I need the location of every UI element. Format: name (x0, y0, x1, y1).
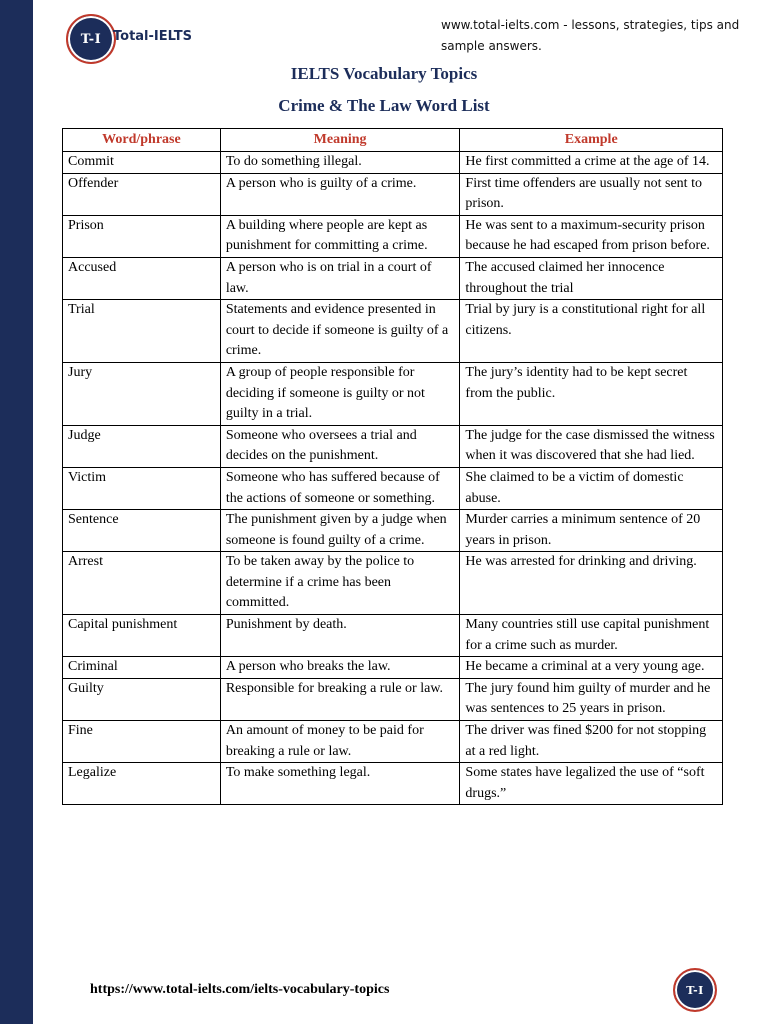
cell-example: He became a criminal at a very young age. (460, 657, 723, 679)
cell-meaning: A person who is on trial in a court of law. (220, 257, 460, 299)
cell-word: Trial (63, 300, 221, 363)
cell-word: Jury (63, 362, 221, 425)
cell-example: The judge for the case dismissed the witness when it was discovered that she had lied. (460, 425, 723, 467)
table-row (63, 425, 723, 467)
cell-meaning: To make something legal. (220, 763, 460, 805)
table-row (63, 657, 723, 679)
cell-example: Some states have legalized the use of “soft drugs.” (460, 763, 723, 805)
cell-meaning: The punishment given by a judge when someone is found guilty of a crime. (220, 510, 460, 552)
cell-example: Murder carries a minimum sentence of 20 years in prison. (460, 510, 723, 552)
table-row (63, 615, 723, 657)
cell-example: The driver was fined $200 for not stopping at a red light. (460, 721, 723, 763)
footer-logo-mark: T-I (686, 983, 704, 997)
cell-word: Accused (63, 257, 221, 299)
cell-example: The accused claimed her innocence throughout the trial (460, 257, 723, 299)
cell-word: Offender (63, 173, 221, 215)
cell-word: Arrest (63, 552, 221, 615)
table-row (63, 552, 723, 615)
table-row (63, 467, 723, 509)
cell-example: He was sent to a maximum-security prison because he had escaped from prison before. (460, 215, 723, 257)
cell-word: Guilty (63, 678, 221, 720)
cell-example: Trial by jury is a constitutional right for all citizens. (460, 300, 723, 363)
footer-link[interactable]: https://www.total-ielts.com/ielts-vocabulary-topics (90, 982, 390, 997)
cell-meaning: Punishment by death. (220, 615, 460, 657)
page-title: IELTS Vocabulary Topics (290, 64, 478, 83)
cell-meaning: Someone who has suffered because of the actions of someone or something. (220, 467, 460, 509)
table-row (63, 721, 723, 763)
brand-name: Total-IELTS (113, 29, 192, 44)
cell-example: The jury found him guilty of murder and he was sentences to 25 years in prison. (460, 678, 723, 720)
header-meaning: Meaning (220, 129, 460, 152)
left-sidebar-bar (0, 0, 33, 1024)
header-example: Example (460, 129, 723, 152)
table-row (63, 257, 723, 299)
cell-meaning: A group of people responsible for deciding if someone is guilty or not guilty in a trial. (220, 362, 460, 425)
cell-example: The jury’s identity had to be kept secret from the public. (460, 362, 723, 425)
word-list-table (62, 128, 723, 805)
cell-meaning: To be taken away by the police to determine if a crime has been committed. (220, 552, 460, 615)
header-word-phrase: Word/phrase (63, 129, 221, 152)
table-row (63, 152, 723, 174)
cell-meaning: To do something illegal. (220, 152, 460, 174)
cell-meaning: A person who breaks the law. (220, 657, 460, 679)
cell-example: He first committed a crime at the age of 14. (460, 152, 723, 174)
cell-word: Fine (63, 721, 221, 763)
cell-meaning: Statements and evidence presented in court to decide if someone is guilty of a crime. (220, 300, 460, 363)
logo-mark: T-I (80, 31, 102, 47)
table-row (63, 678, 723, 720)
cell-meaning: Someone who oversees a trial and decides on the punishment. (220, 425, 460, 467)
cell-word: Prison (63, 215, 221, 257)
cell-example: Many countries still use capital punishment for a crime such as murder. (460, 615, 723, 657)
cell-word: Victim (63, 467, 221, 509)
table-row (63, 173, 723, 215)
table-row (63, 215, 723, 257)
table-row (63, 362, 723, 425)
cell-example: She claimed to be a victim of domestic abuse. (460, 467, 723, 509)
cell-meaning: Responsible for breaking a rule or law. (220, 678, 460, 720)
table-row (63, 763, 723, 805)
cell-word: Sentence (63, 510, 221, 552)
cell-meaning: A person who is guilty of a crime. (220, 173, 460, 215)
cell-word: Judge (63, 425, 221, 467)
table-row (63, 510, 723, 552)
table-header-row (63, 129, 723, 152)
header-tagline: www.total-ielts.com - lessons, strategies, tips and sample answers. (441, 18, 740, 53)
page-subtitle: Crime & The Law Word List (278, 96, 490, 115)
cell-word: Capital punishment (63, 615, 221, 657)
cell-meaning: A building where people are kept as punishment for committing a crime. (220, 215, 460, 257)
total-ielts-logo-icon (66, 14, 116, 64)
cell-meaning: An amount of money to be paid for breaking a rule or law. (220, 721, 460, 763)
cell-word: Commit (63, 152, 221, 174)
cell-word: Criminal (63, 657, 221, 679)
cell-word: Legalize (63, 763, 221, 805)
cell-example: He was arrested for drinking and driving. (460, 552, 723, 615)
table-row (63, 300, 723, 363)
footer-logo-icon (673, 968, 717, 1012)
cell-example: First time offenders are usually not sent to prison. (460, 173, 723, 215)
